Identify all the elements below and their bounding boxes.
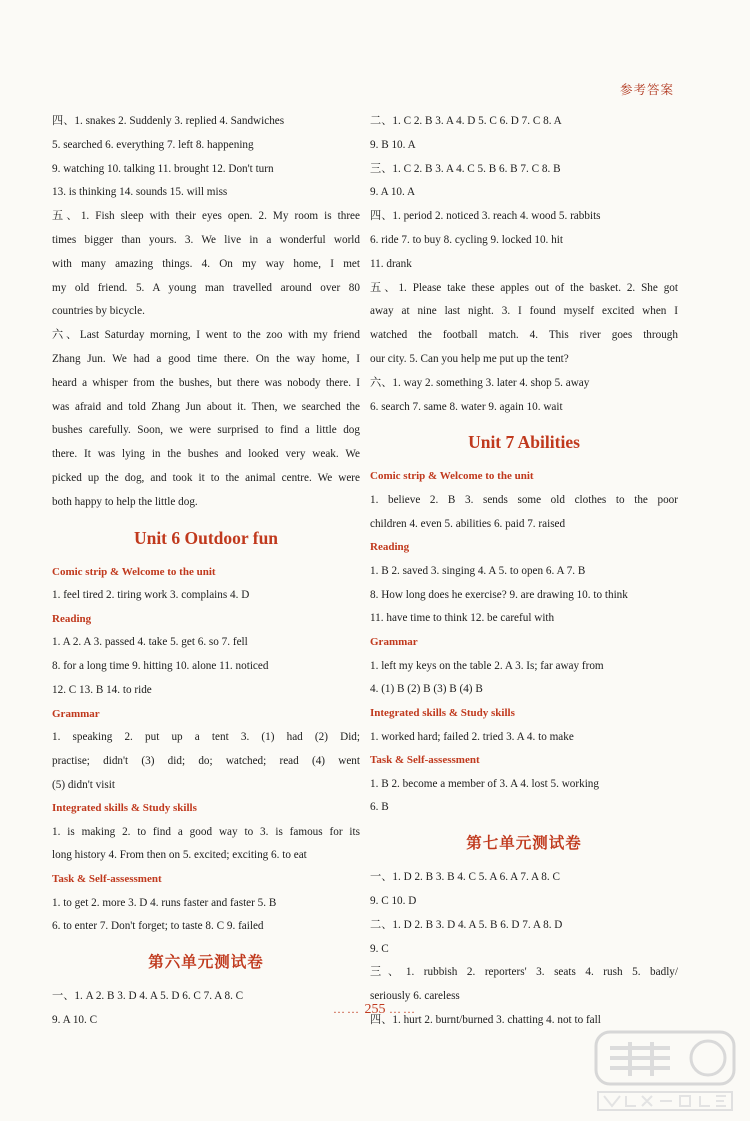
section-heading: Comic strip & Welcome to the unit [370, 470, 534, 483]
answer-line: 9. watching 10. talking 11. brought 12. Don't turn [52, 162, 274, 175]
answer-line: 五、1. Please take these apples out of the basket. 2. She got [370, 281, 678, 294]
answer-line: 四、1. hurt 2. burnt/burned 3. chatting 4. not to fall [370, 1014, 601, 1027]
answer-line: 11. have time to think 12. be careful with [370, 612, 555, 625]
page-dots-right: …… [389, 1002, 417, 1016]
answer-line: 五、1. Fish sleep with their eyes open. 2. My room is three [52, 210, 360, 223]
answer-line: countries by bicycle. [52, 305, 145, 318]
section-heading: Integrated skills & Study skills [370, 707, 515, 720]
answer-line: 二、1. D 2. B 3. D 4. A 5. B 6. D 7. A 8. D [370, 918, 563, 931]
answer-line: seriously 6. careless [370, 990, 460, 1003]
answer-line: 9. A 10. A [370, 186, 416, 199]
answer-line: 四、1. period 2. noticed 3. reach 4. wood 5. rabbits [370, 210, 601, 223]
answer-line: 一、1. D 2. B 3. B 4. C 5. A 6. A 7. A 8. C [370, 871, 560, 884]
answer-line: 三、1. C 2. B 3. A 4. C 5. B 6. B 7. C 8. B [370, 162, 561, 175]
answer-line: bushes carefully. Soon, we were surprised to find a little dog [52, 424, 360, 437]
section-heading: Reading [52, 612, 92, 625]
answer-line: 四、1. snakes 2. Suddenly 3. replied 4. Sandwiches [52, 115, 285, 127]
answer-line: 1. feel tired 2. tiring work 3. complains 4. D [52, 588, 250, 601]
answer-line: 8. How long does he exercise? 9. are drawing 10. to think [370, 588, 628, 601]
section-heading: Comic strip & Welcome to the unit [52, 565, 216, 578]
section-heading: Grammar [52, 707, 100, 720]
answer-line: 5. searched 6. everything 7. left 8. happening [52, 138, 254, 151]
answer-line: 6. ride 7. to buy 8. cycling 9. locked 10. hit [370, 233, 563, 246]
answer-line: 9. A 10. C [52, 1014, 98, 1027]
answer-line: 9. B 10. A [370, 138, 416, 151]
answer-line: away at nine last night. 3. I found myself excited when I [370, 305, 678, 318]
answer-line: 1. left my keys on the table 2. A 3. Is; far away from [370, 659, 604, 672]
answer-line: watched the football match. 4. This river goes through [370, 329, 678, 342]
answer-line: 4. (1) B (2) B (3) B (4) B [370, 683, 483, 696]
answer-line: children 4. even 5. abilities 6. paid 7. raised [370, 517, 566, 530]
answer-line: with many amazing things. 4. On my way home, I met [52, 257, 360, 270]
test-title: 第六单元测试卷 [148, 953, 264, 972]
answer-line: 二、1. C 2. B 3. A 4. D 5. C 6. D 7. C 8. A [370, 115, 562, 127]
answer-line: 六、Last Saturday morning, I went to the zoo with my friend [52, 329, 360, 342]
section-heading: Integrated skills & Study skills [52, 802, 197, 815]
answer-line: 1. B 2. saved 3. singing 4. A 5. to open 6. A 7. B [370, 564, 586, 577]
answer-line: 六、1. way 2. something 3. later 4. shop 5. away [370, 376, 590, 389]
answer-line: 8. for a long time 9. hitting 10. alone 11. noticed [52, 659, 269, 672]
answer-line: 6. search 7. same 8. water 9. again 10. wait [370, 400, 563, 413]
section-heading: Task & Self-assessment [52, 873, 162, 886]
section-heading: Grammar [370, 636, 418, 649]
answer-line: 1. A 2. A 3. passed 4. take 5. get 6. so 7. fell [52, 636, 248, 649]
answer-line: there. It was lying in the bushes and looked very weak. We [52, 448, 360, 461]
answer-line: 1. to get 2. more 3. D 4. runs faster and faster 5. B [52, 896, 277, 909]
answer-line: 1. speaking 2. put up a tent 3. (1) had (2) Did; [52, 730, 360, 743]
unit-title: Unit 7 Abilities [468, 432, 580, 453]
page-dots-left: …… [333, 1002, 361, 1016]
watermark-logo [590, 1026, 740, 1116]
answer-line: our city. 5. Can you help me put up the tent? [370, 352, 569, 365]
answer-line: 12. C 13. B 14. to ride [52, 683, 152, 696]
answer-line: 6. to enter 7. Don't forget; to taste 8. C 9. failed [52, 920, 264, 933]
answer-line: 1. worked hard; failed 2. tried 3. A 4. to make [370, 730, 574, 743]
section-heading: Task & Self-assessment [370, 754, 480, 767]
answer-line: 三、1. rubbish 2. reporters' 3. seats 4. rush 5. badly/ [370, 966, 678, 979]
answer-line: my old friend. 5. A young man travelled around over 80 [52, 281, 360, 294]
answer-line: 一、1. A 2. B 3. D 4. A 5. D 6. C 7. A 8. C [52, 990, 244, 1003]
answer-line: heard a whisper from the bushes, but there was nobody there. I [52, 376, 360, 389]
answer-line: 1. B 2. become a member of 3. A 4. lost 5. working [370, 777, 599, 790]
page-number-row [0, 1002, 750, 1018]
answer-line: 6. B [370, 801, 389, 814]
answer-line: 9. C 10. D [370, 895, 417, 908]
answer-line: 1. is making 2. to find a good way to 3. is famous for its [52, 825, 360, 838]
answer-line: Zhang Jun. We had a good time there. On the way home, I [52, 352, 360, 365]
unit-title: Unit 6 Outdoor fun [133, 527, 279, 548]
answer-line: (5) didn't visit [52, 778, 115, 791]
answer-line: long history 4. From then on 5. excited; exciting 6. to eat [52, 849, 307, 862]
answer-line: 1. believe 2. B 3. sends some old clothes to the poor [370, 493, 678, 506]
page-number: 255 [364, 1002, 386, 1017]
answer-line: times bigger than yours. 3. We live in a wonderful world [52, 233, 360, 246]
answer-line: 13. is thinking 14. sounds 15. will miss [52, 186, 228, 199]
answer-line: was afraid and told Zhang Jun about it. Then, we searched the [52, 400, 360, 413]
section-heading: Reading [370, 541, 410, 554]
watermark-logo-graphic [590, 1026, 740, 1116]
answer-line: 11. drank [370, 257, 412, 270]
answer-line: both happy to help the little dog. [52, 495, 198, 508]
answer-line: 9. C [370, 942, 389, 955]
right-column [370, 110, 678, 1033]
test-title: 第七单元测试卷 [466, 834, 582, 853]
page-header: 参考答案 [619, 82, 674, 97]
left-column [52, 110, 360, 1033]
answer-line: picked up the dog, and took it to the animal centre. We were [52, 471, 360, 484]
answer-line: practise; didn't (3) did; do; watched; read (4) went [52, 754, 360, 767]
